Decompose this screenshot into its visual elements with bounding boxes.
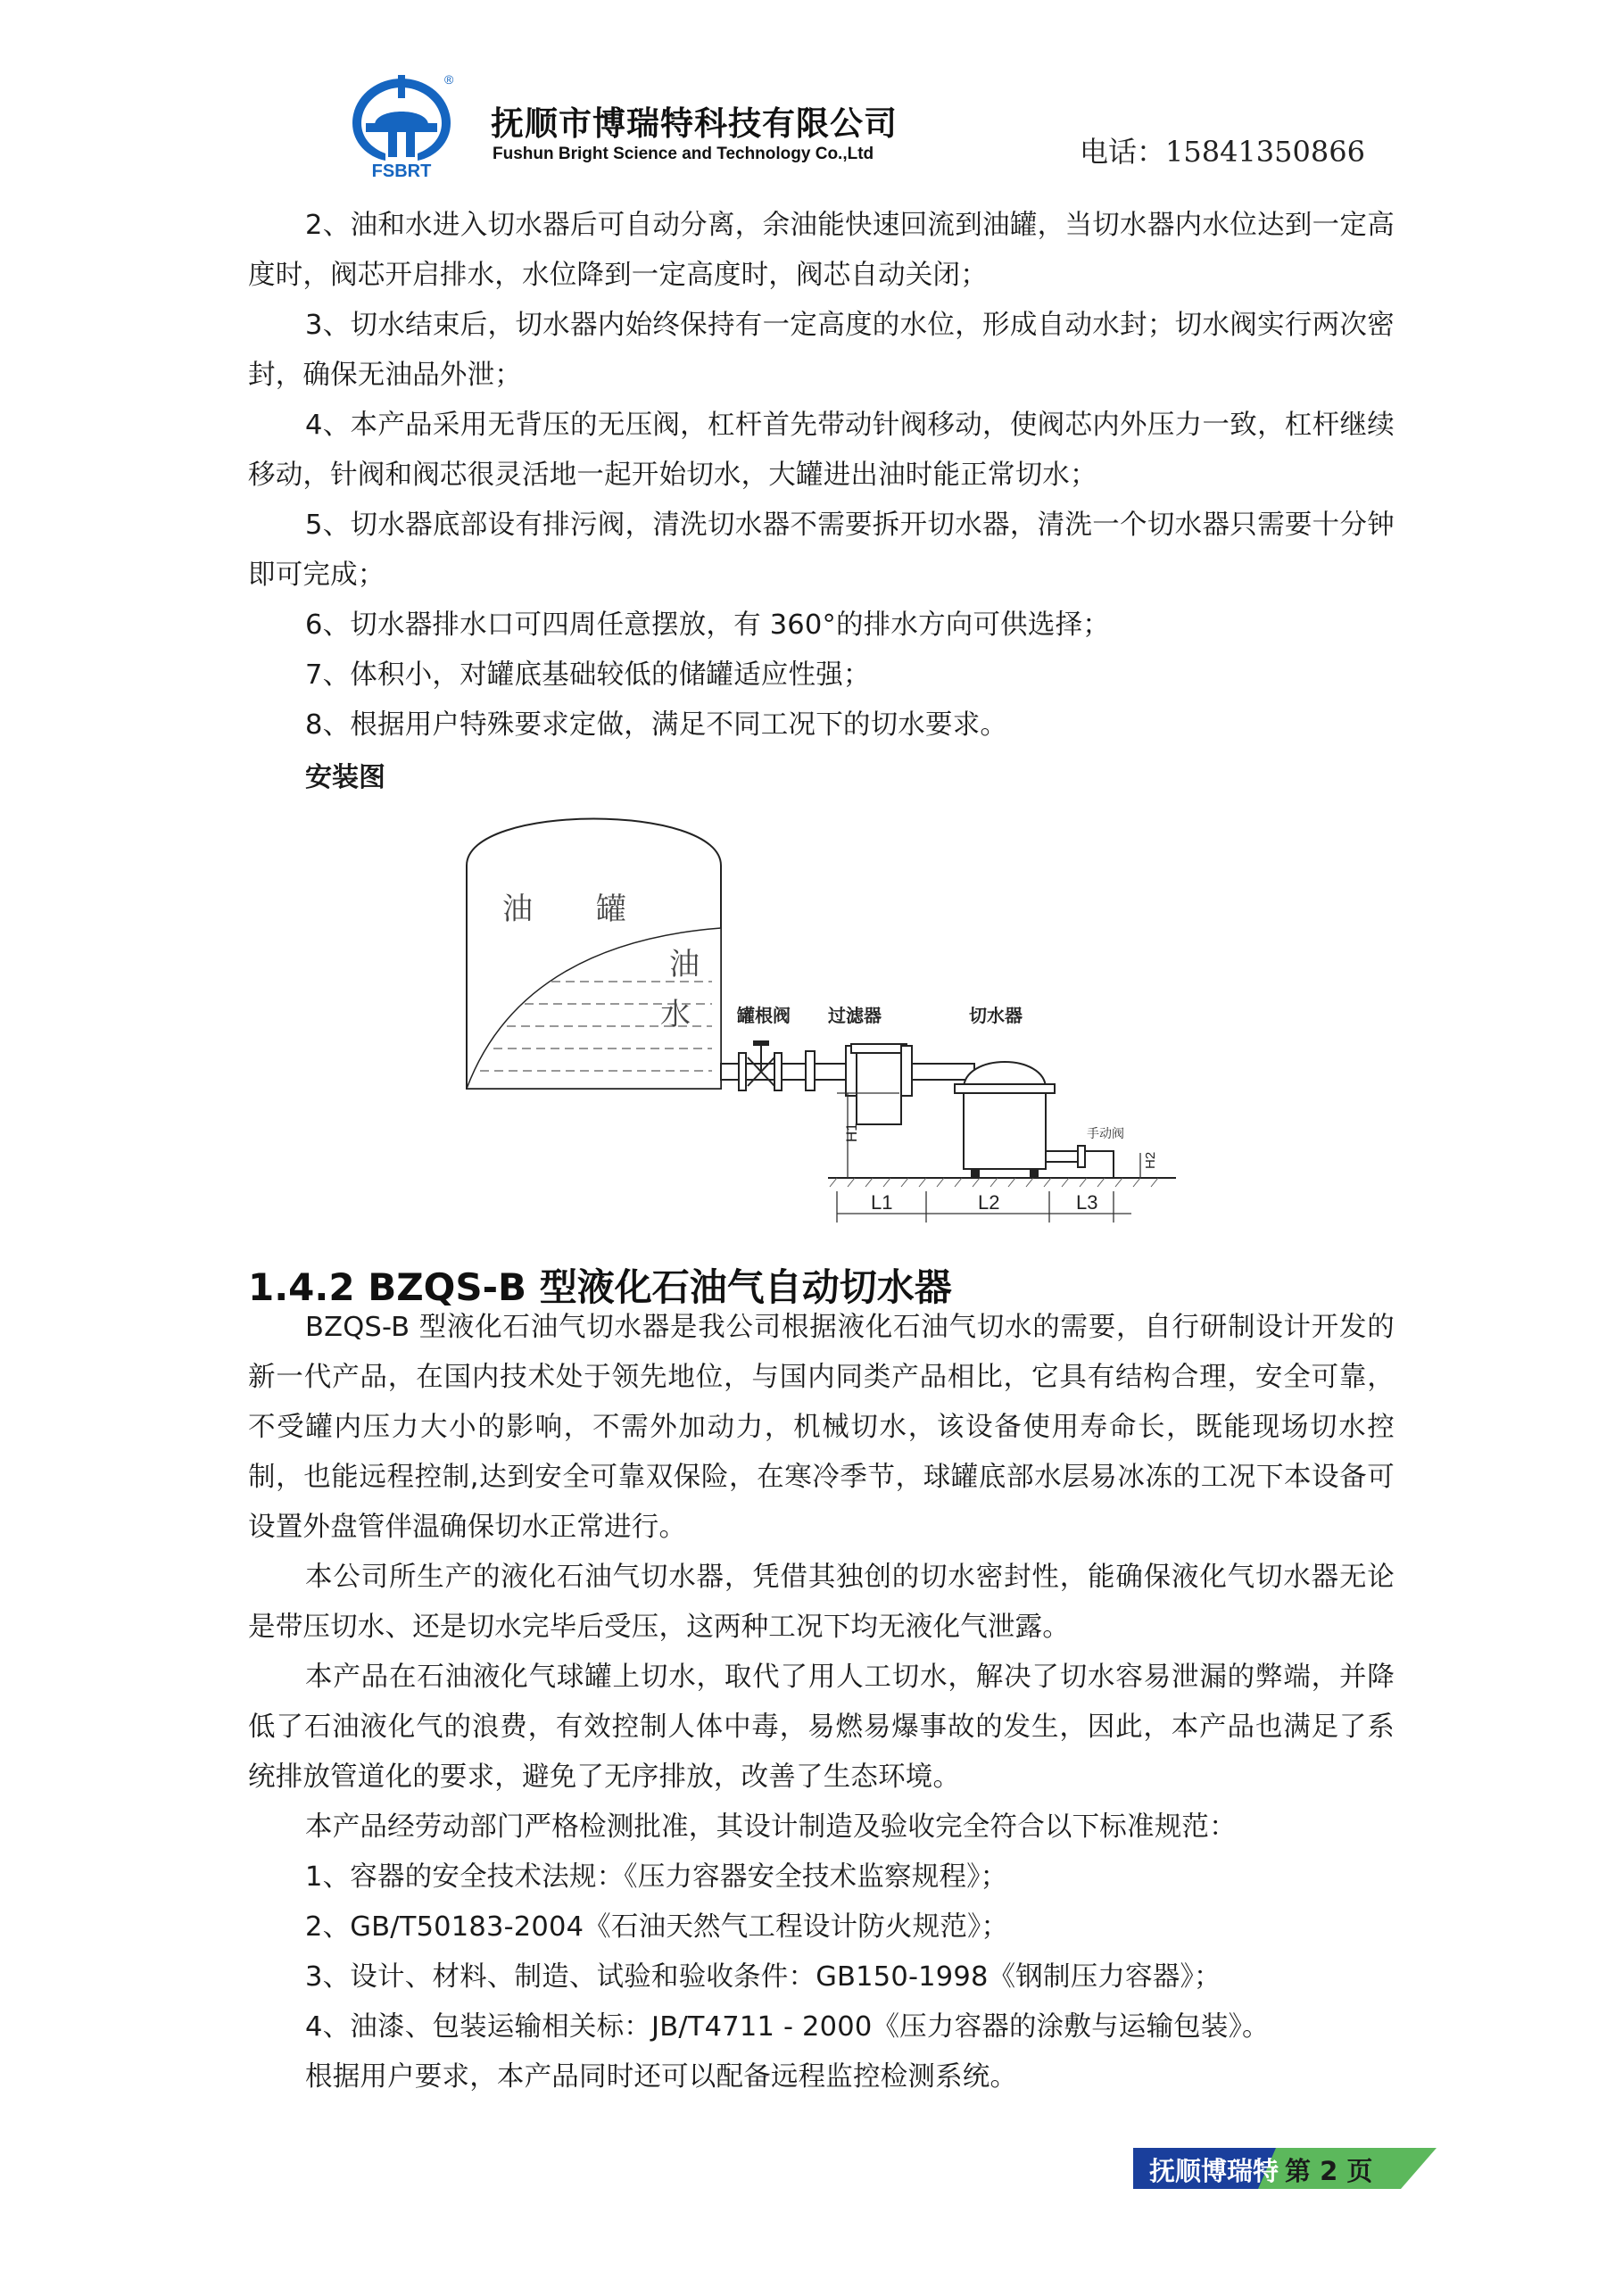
dim-l1: L1 [871,1191,893,1214]
company-name-cn: 抚顺市博瑞特科技有限公司 [491,104,898,143]
dim-l3: L3 [1076,1191,1098,1214]
feature-item-7: 7、体积小，对罐底基础较低的储罐适应性强； [305,659,871,691]
installation-diagram [453,785,1178,1236]
feature-item-8: 8、根据用户特殊要求定做，满足不同工况下的切水要求。 [305,709,1008,741]
page-footer [1133,2146,1437,2191]
filter-label: 过滤器 [828,1005,882,1026]
company-name-en: Fushun Bright Science and Technology Co.,Ltd [493,145,874,163]
feature-item-6: 6、切水器排水口可四周任意摆放，有 360°的排水方向可供选择； [305,609,1110,641]
svg-text:®: ® [444,72,454,87]
tank-label-2: 罐 [596,891,626,927]
feature-item-5: 5、切水器底部设有排污阀，清洗切水器不需要拆开切水器，清洗一个切水器只需要十分钟即可完成； [248,510,1395,591]
logo-text: FSBRT [371,162,432,178]
standards-intro: 本产品经劳动部门严格检测批准，其设计制造及验收完全符合以下标准规范： [305,1811,1237,1843]
section-title: 1.4.2 BZQS-B 型液化石油气自动切水器 [248,1265,952,1309]
closing-paragraph: 根据用户要求，本产品同时还可以配备远程监控检测系统。 [305,2061,1018,2093]
company-logo [339,71,464,178]
section-paragraph-2: 本公司所生产的液化石油气切水器，凭借其独创的切水密封性，能确保液化气切水器无论是带压切水、还是切水完毕后受压，这两种工况下均无液化气泄露。 [248,1562,1395,1643]
dim-l2: L2 [978,1191,1000,1214]
feature-item-2: 2、油和水进入切水器后可自动分离，余油能快速回流到油罐，当切水器内水位达到一定高度时，阀芯开启排水，水位降到一定高度时，阀芯自动关闭； [248,210,1395,291]
page-number: 第 2 页 [1285,2156,1373,2186]
dim-h2: H2 [1143,1151,1158,1169]
standard-item-3: 3、设计、材料、制造、试验和验收条件：GB150-1998《钢制压力容器》； [305,1961,1221,1993]
section-paragraph-3: 本产品在石油液化气球罐上切水，取代了用人工切水，解决了切水容易泄漏的弊端，并降低了石油液化气的浪费，有效控制人体中毒，易燃易爆事故的发生，因此，本产品也满足了系统排放管道化的要求，避免了无序排放，改善了生态环境。 [248,1662,1395,1793]
install-heading: 安装图 [305,762,385,793]
dim-h1: H1 [843,1123,860,1142]
oil-label: 油 [669,947,700,982]
standard-item-1: 1、容器的安全技术法规：《压力容器安全技术监察规程》； [305,1861,1008,1893]
standard-item-4: 4、油漆、包装运输相关标：JB/T4711 - 2000《压力容器的涂敷与运输包装》。 [305,2011,1270,2043]
separator-label: 切水器 [969,1005,1023,1026]
footer-label: 抚顺博瑞特 [1149,2156,1279,2186]
phone-number: 电话：15841350866 [1080,135,1365,169]
section-paragraph-1: BZQS-B 型液化石油气切水器是我公司根据液化石油气切水的需要，自行研制设计开发的新一代产品，在国内技术处于领先地位，与国内同类产品相比，它具有结构合理，安全可靠，不受罐内压力大小的影响，不需外加动力，机械切水，该设备使用寿命长，既能现场切水控制，也能远程控制,达到安全可靠双保险，在寒冷季节，球罐底部水层易冰冻的工况下本设备可设置外盘管伴温确保切水正常进行。 [248,1312,1395,1543]
valve-label: 罐根阀 [737,1005,791,1026]
manual-valve-label: 手动阀 [1087,1127,1124,1141]
page-header [339,62,1365,178]
water-label: 水 [660,997,691,1032]
standard-item-2: 2、GB/T50183-2004《石油天然气工程设计防火规范》； [305,1911,1009,1943]
feature-item-3: 3、切水结束后，切水器内始终保持有一定高度的水位，形成自动水封；切水阀实行两次密封，确保无油品外泄； [248,310,1395,391]
feature-item-4: 4、本产品采用无背压的无压阀，杠杆首先带动针阀移动，使阀芯内外压力一致，杠杆继续移动，针阀和阀芯很灵活地一起开始切水，大罐进出油时能正常切水； [248,410,1395,491]
tank-label-1: 油 [502,891,533,927]
